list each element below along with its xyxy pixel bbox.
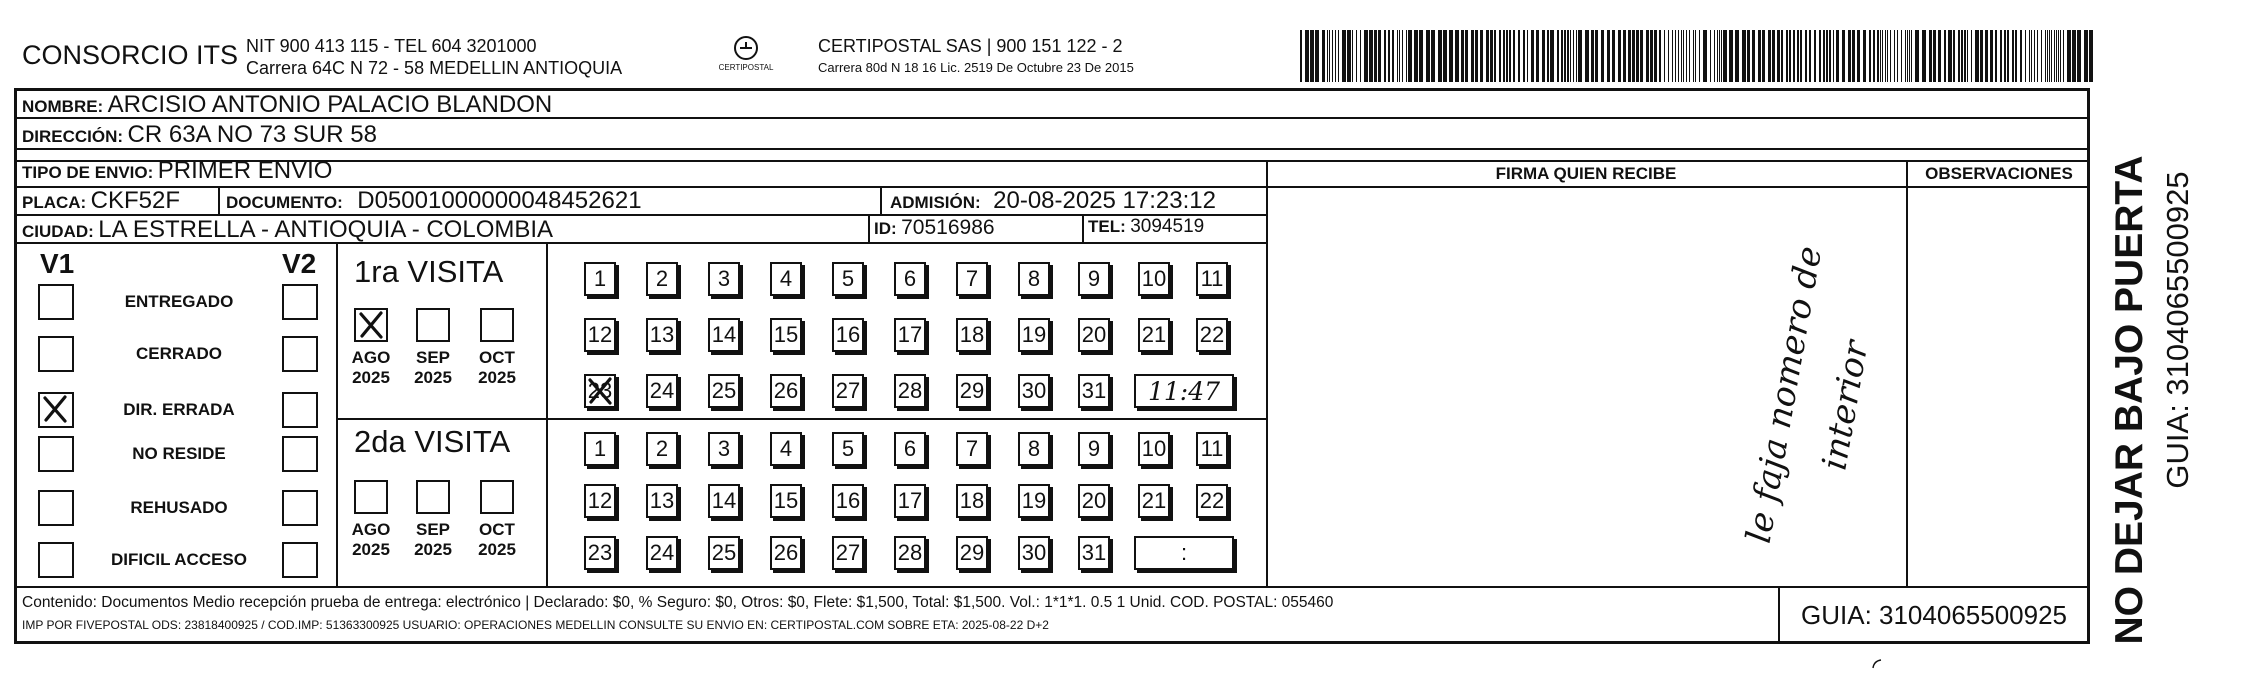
day-checkbox[interactable]: 23 — [584, 374, 616, 408]
day-checkbox[interactable]: 6 — [894, 262, 926, 296]
carrier-name: CERTIPOSTAL SAS | 900 151 122 - 2 — [818, 36, 1123, 56]
admission-date: 20-08-2025 17:23:12 — [993, 187, 1216, 214]
v1-checkbox[interactable] — [38, 336, 74, 372]
admission-label: ADMISIÓN: — [890, 193, 981, 212]
scan-mark — [1872, 656, 1882, 666]
day-checkbox[interactable]: 25 — [708, 374, 740, 408]
day-checkbox[interactable]: 13 — [646, 484, 678, 518]
second-visit-title: 2da VISITA — [354, 424, 511, 459]
certipostal-logo: CERTIPOSTAL — [712, 34, 780, 78]
footer-contents: Contenido: Documentos Medio recepción prueba de entrega: electrónico | Declarado: $0, % Seguro: $0, Otros: $0, Flete: $1,500, Total: $1,500. Vol.: 1*1*1. 0.5 1 Unid. COD. POSTAL: 055460 — [22, 594, 1334, 611]
day-checkbox[interactable]: 7 — [956, 262, 988, 296]
day-checkbox[interactable]: 21 — [1138, 484, 1170, 518]
day-checkbox[interactable]: 30 — [1018, 374, 1050, 408]
name-label: NOMBRE: — [22, 97, 104, 116]
day-checkbox[interactable]: 18 — [956, 484, 988, 518]
month-label: SEP — [415, 520, 451, 539]
year-label: 2025 — [352, 540, 390, 559]
day-checkbox[interactable]: 20 — [1078, 318, 1110, 352]
month-label: SEP — [415, 348, 451, 367]
do-not-leave-warning: NO DEJAR BAJO PUERTA — [2108, 155, 2151, 645]
day-checkbox[interactable]: 18 — [956, 318, 988, 352]
day-checkbox[interactable]: 12 — [584, 318, 616, 352]
document-cell — [226, 187, 642, 215]
send-type: PRIMER ENVIO — [157, 157, 333, 184]
v1-checkbox[interactable] — [38, 542, 74, 578]
day-checkbox[interactable]: 15 — [770, 318, 802, 352]
day-checkbox[interactable]: 15 — [770, 484, 802, 518]
year-label: 2025 — [414, 540, 452, 559]
day-checkbox[interactable]: 26 — [770, 536, 802, 570]
id-cell — [874, 216, 995, 240]
month-label: OCT — [479, 348, 515, 367]
day-checkbox[interactable]: 13 — [646, 318, 678, 352]
day-checkbox[interactable]: 8 — [1018, 432, 1050, 466]
v2-label: V2 — [282, 248, 317, 279]
day-checkbox[interactable]: 24 — [646, 374, 678, 408]
day-checkbox[interactable]: 4 — [770, 262, 802, 296]
day-checkbox[interactable]: 19 — [1018, 318, 1050, 352]
day-checkbox[interactable]: 22 — [1196, 484, 1228, 518]
status-label: NO RESIDE — [132, 444, 226, 463]
day-checkbox[interactable]: 2 — [646, 262, 678, 296]
v1-checkbox[interactable] — [38, 284, 74, 320]
day-checkbox[interactable]: 9 — [1078, 432, 1110, 466]
day-checkbox[interactable]: 23 — [584, 536, 616, 570]
day-checkbox[interactable]: 29 — [956, 374, 988, 408]
first-visit-title: 1ra VISITA — [354, 254, 504, 289]
day-checkbox[interactable]: 19 — [1018, 484, 1050, 518]
day-checkbox[interactable]: 28 — [894, 536, 926, 570]
footer-print-info: IMP POR FIVEPOSTAL ODS: 23818400925 / COD.IMP: 51363300925 USUARIO: OPERACIONES MEDELLIN CONSULTE SU ENVIO EN: CERTIPOSTAL.COM SOBRE ETA: 2025-08-22 D+2 — [22, 618, 1049, 632]
admission-cell — [890, 187, 1216, 215]
address-label: DIRECCIÓN: — [22, 127, 124, 146]
day-checkbox[interactable]: 3 — [708, 432, 740, 466]
first-visit-time: 11:47 — [1134, 374, 1234, 408]
month-checkbox[interactable] — [354, 480, 388, 514]
v2-checkbox[interactable] — [282, 490, 318, 526]
observations-header: OBSERVACIONES — [1925, 164, 2073, 183]
month-checkbox[interactable] — [480, 480, 514, 514]
status-label: REHUSADO — [130, 498, 228, 517]
v2-checkbox[interactable] — [282, 284, 318, 320]
day-checkbox[interactable]: 10 — [1138, 432, 1170, 466]
day-checkbox[interactable]: 24 — [646, 536, 678, 570]
company-name: CONSORCIO ITS — [22, 40, 239, 70]
day-checkbox[interactable]: 3 — [708, 262, 740, 296]
plate-cell — [22, 187, 180, 215]
day-checkbox[interactable]: 12 — [584, 484, 616, 518]
company-address: Carrera 64C N 72 - 58 MEDELLIN ANTIOQUIA — [246, 58, 623, 78]
day-checkbox[interactable]: 7 — [956, 432, 988, 466]
day-checkbox[interactable]: 31 — [1078, 374, 1110, 408]
day-checkbox[interactable]: 17 — [894, 484, 926, 518]
day-checkbox[interactable]: 26 — [770, 374, 802, 408]
day-checkbox[interactable]: 9 — [1078, 262, 1110, 296]
year-label: 2025 — [478, 368, 516, 387]
second-visit-time-field[interactable]: : — [1134, 536, 1234, 570]
day-checkbox[interactable]: 11 — [1196, 262, 1228, 296]
document: D05001000000048452621 — [357, 187, 642, 214]
status-label: ENTREGADO — [124, 292, 234, 311]
id-value: 70516986 — [901, 216, 995, 239]
month-label: AGO — [351, 348, 391, 367]
recipient-name: ARCISIO ANTONIO PALACIO BLANDON — [107, 91, 553, 118]
day-checkbox[interactable]: 27 — [832, 374, 864, 408]
day-checkbox[interactable]: 16 — [832, 318, 864, 352]
plate: CKF52F — [90, 187, 181, 214]
day-checkbox[interactable]: 20 — [1078, 484, 1110, 518]
v1-checkbox[interactable] — [38, 436, 74, 472]
day-checkbox[interactable]: 22 — [1196, 318, 1228, 352]
city: LA ESTRELLA - ANTIOQUIA - COLOMBIA — [98, 216, 554, 243]
day-checkbox[interactable]: 5 — [832, 432, 864, 466]
tel-value: 3094519 — [1130, 216, 1205, 237]
day-checkbox[interactable]: 14 — [708, 318, 740, 352]
tel-cell — [1088, 216, 1204, 238]
month-label: AGO — [351, 520, 391, 539]
company-nit: NIT 900 413 115 - TEL 604 3201000 — [246, 36, 537, 56]
day-checkbox[interactable]: 31 — [1078, 536, 1110, 570]
status-label: DIR. ERRADA — [123, 400, 235, 419]
day-checkbox[interactable]: 29 — [956, 536, 988, 570]
day-checkbox[interactable]: 5 — [832, 262, 864, 296]
v2-checkbox[interactable] — [282, 542, 318, 578]
day-checkbox[interactable]: 25 — [708, 536, 740, 570]
city-label: CIUDAD: — [22, 222, 94, 241]
v2-checkbox[interactable] — [282, 336, 318, 372]
day-checkbox[interactable]: 10 — [1138, 262, 1170, 296]
day-checkbox[interactable]: 27 — [832, 536, 864, 570]
plate-label: PLACA: — [22, 193, 87, 212]
month-checkbox[interactable] — [480, 308, 514, 342]
year-label: 2025 — [478, 540, 516, 559]
day-checkbox[interactable]: 14 — [708, 484, 740, 518]
day-checkbox[interactable]: 1 — [584, 262, 616, 296]
day-checkbox[interactable]: 4 — [770, 432, 802, 466]
day-checkbox[interactable]: 8 — [1018, 262, 1050, 296]
day-checkbox[interactable]: 2 — [646, 432, 678, 466]
barcode — [1300, 30, 2096, 82]
day-checkbox[interactable]: 28 — [894, 374, 926, 408]
v1-checkbox[interactable] — [38, 392, 74, 428]
name-row — [22, 91, 552, 119]
day-checkbox[interactable]: 11 — [1196, 432, 1228, 466]
send-type-label: TIPO DE ENVIO: — [22, 163, 154, 182]
v2-checkbox[interactable] — [282, 392, 318, 428]
signature-header: FIRMA QUIEN RECIBE — [1495, 164, 1677, 183]
day-checkbox[interactable]: 1 — [584, 432, 616, 466]
day-checkbox[interactable]: 17 — [894, 318, 926, 352]
year-label: 2025 — [352, 368, 390, 387]
status-label: DIFICIL ACCESO — [110, 550, 247, 569]
side-guia: GUIA: 3104065500925 — [2160, 171, 2195, 489]
month-checkbox[interactable] — [416, 480, 450, 514]
id-label: ID: — [874, 219, 897, 238]
send-type-row — [22, 157, 332, 185]
status-label: CERRADO — [136, 344, 222, 363]
city-cell — [22, 216, 553, 244]
v2-checkbox[interactable] — [282, 436, 318, 472]
month-label: OCT — [479, 520, 515, 539]
carrier-address: Carrera 80d N 18 16 Lic. 2519 De Octubre 23 De 2015 — [818, 60, 1134, 75]
day-checkbox[interactable]: 16 — [832, 484, 864, 518]
recipient-address: CR 63A NO 73 SUR 58 — [127, 121, 377, 148]
address-row — [22, 121, 377, 149]
year-label: 2025 — [414, 368, 452, 387]
v1-checkbox[interactable] — [38, 490, 74, 526]
document-label: DOCUMENTO: — [226, 193, 343, 212]
month-checkbox[interactable] — [416, 308, 450, 342]
day-checkbox[interactable]: 6 — [894, 432, 926, 466]
v1-label: V1 — [40, 248, 75, 279]
handwritten-observation: le faja nomero de interior — [1738, 243, 1877, 547]
day-checkbox[interactable]: 30 — [1018, 536, 1050, 570]
month-checkbox[interactable] — [354, 308, 388, 342]
day-checkbox[interactable]: 21 — [1138, 318, 1170, 352]
footer-guia: GUIA: 3104065500925 — [1801, 600, 2067, 630]
tel-label: TEL: — [1088, 217, 1126, 236]
